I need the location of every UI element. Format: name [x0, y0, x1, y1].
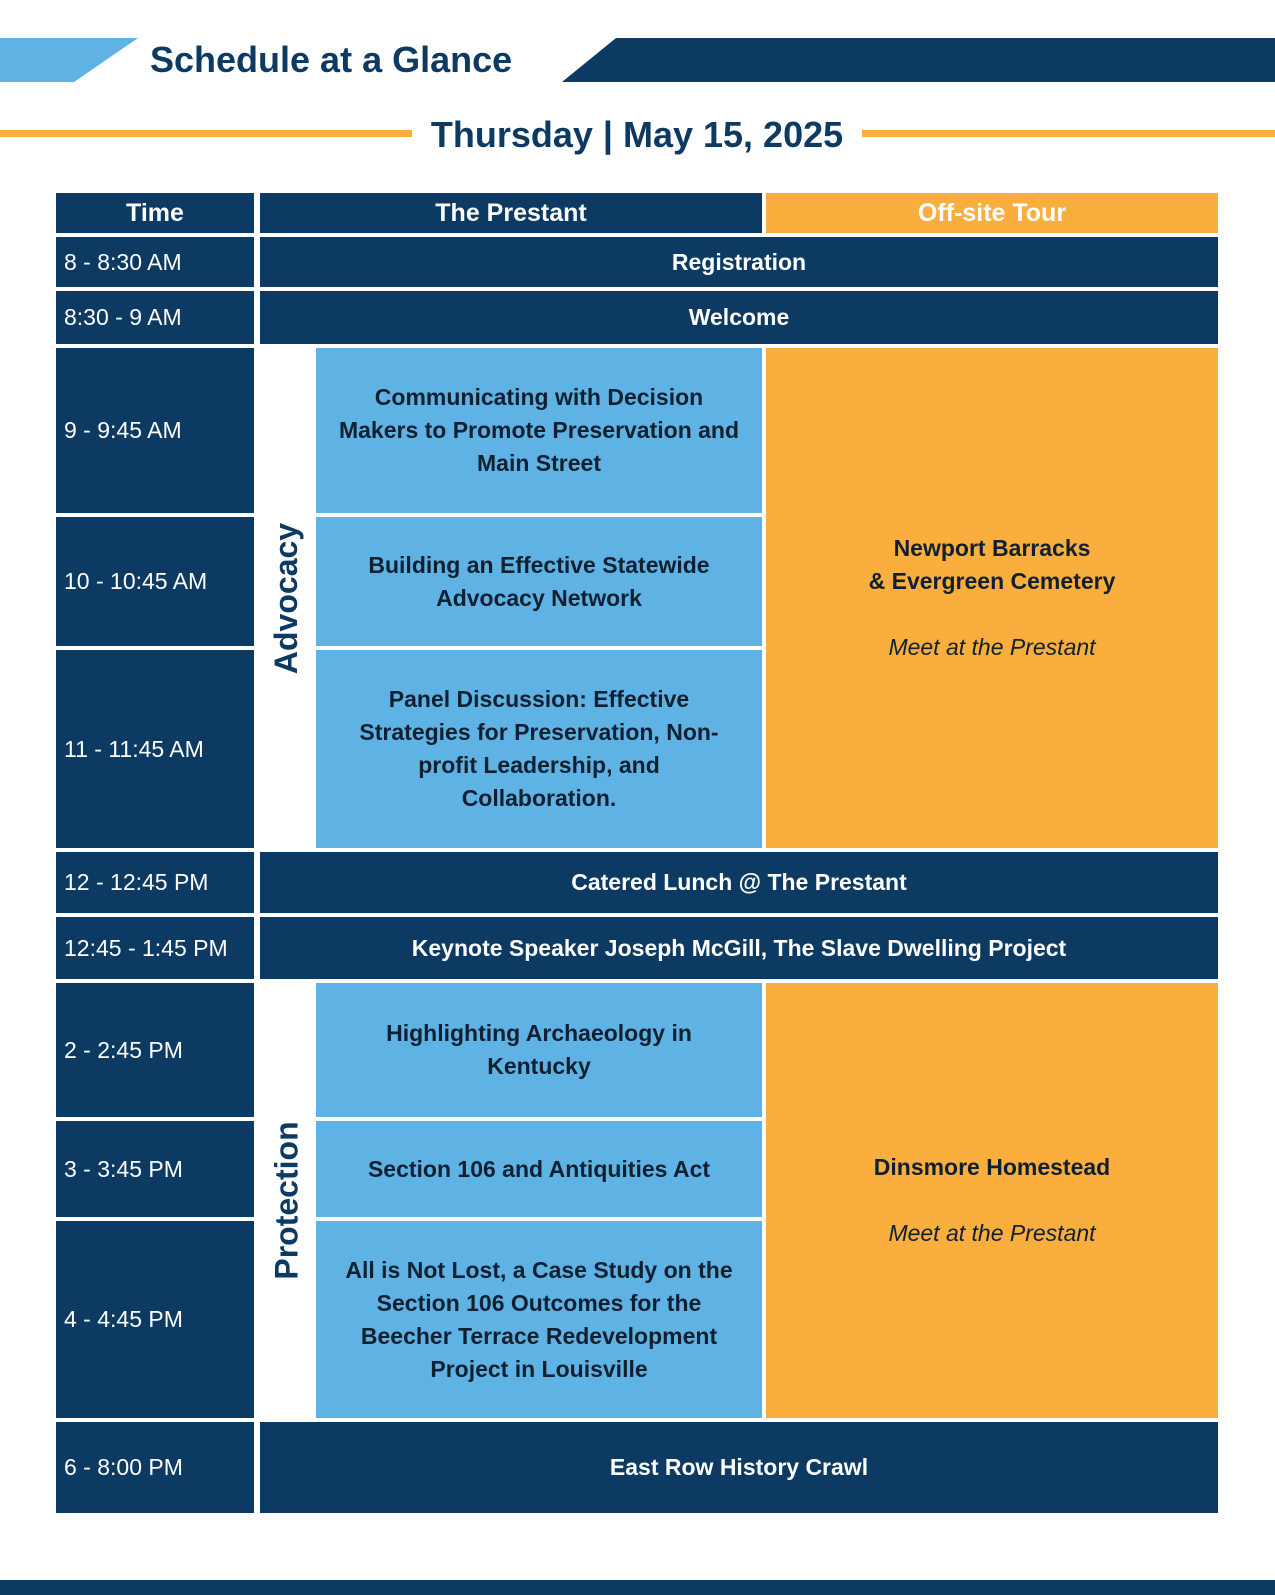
event-registration: Registration	[260, 237, 1218, 287]
event-history-crawl: East Row History Crawl	[260, 1422, 1218, 1513]
time-cell: 10 - 10:45 AM	[56, 517, 254, 646]
event-lunch: Catered Lunch @ The Prestant	[260, 852, 1218, 913]
track-label-advocacy-text: Advocacy	[268, 522, 305, 674]
session-beecher-terrace: All is Not Lost, a Case Study on the Section 106 Outcomes for the Beecher Terrace Redevelopment Project in Louisville	[316, 1221, 762, 1418]
track-label-advocacy	[260, 348, 314, 848]
column-header-venue: The Prestant	[260, 193, 762, 233]
tour-meeting-point: Meet at the Prestant	[888, 634, 1096, 660]
tour-meeting-point: Meet at the Prestant	[888, 1220, 1096, 1246]
time-cell: 12 - 12:45 PM	[56, 852, 254, 913]
track-label-protection-text: Protection	[268, 1121, 305, 1280]
tour-name: Newport Barracks	[893, 535, 1091, 561]
column-header-tour: Off-site Tour	[766, 193, 1218, 233]
time-cell: 3 - 3:45 PM	[56, 1121, 254, 1217]
tour-newport-barracks	[766, 348, 1218, 848]
date-rule-right	[862, 130, 1275, 137]
time-cell: 8 - 8:30 AM	[56, 237, 254, 287]
time-cell: 9 - 9:45 AM	[56, 348, 254, 513]
session-panel-discussion: Panel Discussion: Effective Strategies for Preservation, Non-profit Leadership, and Collaboration.	[316, 650, 762, 848]
date-heading: Thursday | May 15, 2025	[430, 114, 844, 155]
time-cell: 8:30 - 9 AM	[56, 291, 254, 344]
time-cell: 6 - 8:00 PM	[56, 1422, 254, 1513]
event-keynote: Keynote Speaker Joseph McGill, The Slave Dwelling Project	[260, 917, 1218, 979]
event-welcome: Welcome	[260, 291, 1218, 344]
session-advocacy-network: Building an Effective Statewide Advocacy Network	[316, 517, 762, 646]
time-cell: 12:45 - 1:45 PM	[56, 917, 254, 979]
track-label-protection	[260, 983, 314, 1418]
session-archaeology: Highlighting Archaeology in Kentucky	[316, 983, 762, 1117]
banner-left-accent	[0, 38, 138, 82]
time-cell: 2 - 2:45 PM	[56, 983, 254, 1117]
tour-name-line2: & Evergreen Cemetery	[868, 568, 1116, 594]
column-header-time: Time	[56, 193, 254, 233]
time-cell: 11 - 11:45 AM	[56, 650, 254, 848]
session-communicating: Communicating with Decision Makers to Promote Preservation and Main Street	[316, 348, 762, 513]
date-rule-left	[0, 130, 412, 137]
tour-dinsmore-homestead	[766, 983, 1218, 1418]
banner-right-bar	[562, 38, 1275, 82]
footer-bar	[0, 1580, 1275, 1595]
tour-name: Dinsmore Homestead	[873, 1154, 1111, 1180]
banner-title: Schedule at a Glance	[150, 39, 513, 80]
session-section-106: Section 106 and Antiquities Act	[316, 1121, 762, 1217]
time-cell: 4 - 4:45 PM	[56, 1221, 254, 1418]
